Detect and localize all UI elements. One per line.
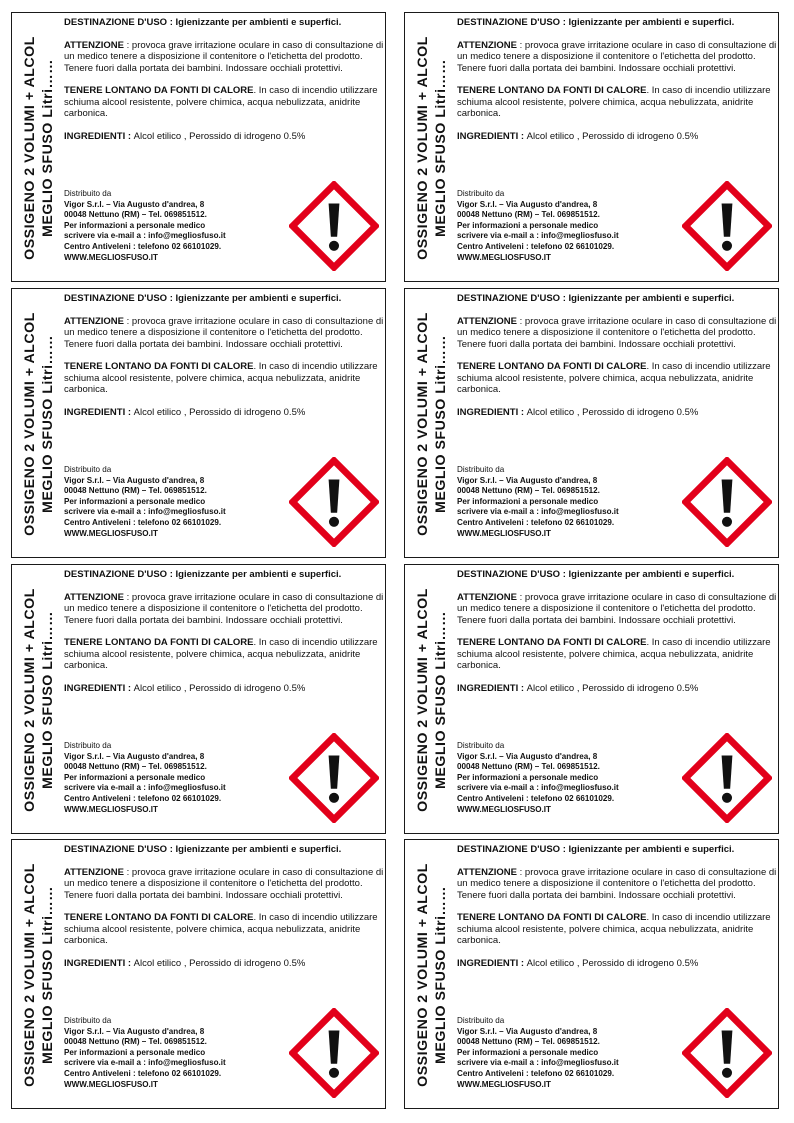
distributed-by: Distribuito da — [457, 189, 505, 198]
ingredients-paragraph — [457, 131, 777, 143]
use-heading: DESTINAZIONE D'USO : — [64, 569, 176, 580]
use-text: Igienizzante per ambienti e superfici. — [568, 293, 735, 304]
warning-heading: ATTENZIONE — [64, 39, 124, 51]
distributor-block — [457, 189, 677, 263]
use-paragraph — [457, 17, 777, 29]
product-label-8 — [404, 839, 779, 1109]
ingredients-text: Alcol etilico , Perossido di idrogeno 0.5% — [133, 130, 306, 142]
use-text: Igienizzante per ambienti e superfici. — [568, 17, 735, 28]
poison-center-line: Centro Antiveleni : telefono 02 66101029. — [457, 793, 615, 803]
use-text: Igienizzante per ambienti e superfici. — [568, 569, 735, 580]
product-label-7 — [11, 839, 386, 1109]
warning-paragraph — [64, 867, 384, 902]
address-line: 00048 Nettuno (RM) – Tel. 069851512. — [457, 210, 600, 220]
medical-info-line: Per informazioni a personale medico — [457, 772, 599, 782]
heat-text: . In caso di incendio utilizzare schiuma alcool resistente, polvere chimica, acqua nebulizzata, anidrite carbonica. — [64, 361, 378, 395]
company-line: Vigor S.r.l. – Via Augusto d'andrea, 8 — [457, 1026, 598, 1036]
ingredients-text: Alcol etilico , Perossido di idrogeno 0.5% — [133, 682, 306, 694]
side-title-line2: MEGLIO SFUSO Litri…… — [40, 335, 56, 513]
heat-text: . In caso di incendio utilizzare schiuma alcool resistente, polvere chimica, acqua nebulizzata, anidrite carbonica. — [64, 637, 378, 671]
heat-heading: TENERE LONTANO DA FONTI DI CALORE — [457, 637, 647, 648]
website-line: WWW.MEGLIOSFUSO.IT — [64, 804, 158, 814]
distributor-block — [64, 1016, 284, 1090]
use-heading: DESTINAZIONE D'USO : — [457, 844, 569, 855]
side-title — [16, 293, 62, 555]
address-line: 00048 Nettuno (RM) – Tel. 069851512. — [457, 1037, 600, 1047]
heat-text: . In caso di incendio utilizzare schiuma alcool resistente, polvere chimica, acqua nebulizzata, anidrite carbonica. — [457, 361, 771, 395]
warning-heading: ATTENZIONE — [457, 591, 517, 603]
email-line: scrivere via e-mail a : info@megliosfuso.it — [64, 783, 226, 793]
side-title — [409, 293, 455, 555]
use-text: Igienizzante per ambienti e superfici. — [175, 569, 342, 580]
medical-info-line: Per informazioni a personale medico — [64, 496, 206, 506]
heat-text: . In caso di incendio utilizzare schiuma alcool resistente, polvere chimica, acqua nebulizzata, anidrite carbonica. — [457, 85, 771, 119]
email-line: scrivere via e-mail a : info@megliosfuso.it — [64, 231, 226, 241]
use-heading: DESTINAZIONE D'USO : — [457, 569, 569, 580]
warning-paragraph — [457, 316, 777, 351]
email-line: scrivere via e-mail a : info@megliosfuso.it — [457, 1058, 619, 1068]
side-title-line1: OSSIGENO 2 VOLUMI + ALCOL — [415, 312, 431, 536]
label-body — [64, 844, 384, 980]
heat-paragraph — [457, 85, 777, 120]
warning-text: : provoca grave irritazione oculare in caso di consultazione di un medico tenere a disposizione il contenitore o l'etichetta del prodotto. Tenere fuori dalla portata dei bambini. Indossare occhiali protettivi. — [457, 866, 777, 901]
company-line: Vigor S.r.l. – Via Augusto d'andrea, 8 — [457, 199, 598, 209]
warning-heading: ATTENZIONE — [64, 591, 124, 603]
product-label-3 — [11, 288, 386, 558]
ingredients-paragraph — [457, 683, 777, 695]
heat-paragraph — [64, 912, 384, 947]
ingredients-text: Alcol etilico , Perossido di idrogeno 0.5% — [526, 130, 699, 142]
label-body — [64, 293, 384, 429]
ingredients-text: Alcol etilico , Perossido di idrogeno 0.5% — [526, 957, 699, 969]
ghs-exclamation-icon — [289, 733, 379, 823]
warning-text: : provoca grave irritazione oculare in caso di consultazione di un medico tenere a disposizione il contenitore o l'etichetta del prodotto. Tenere fuori dalla portata dei bambini. Indossare occhiali protettivi. — [64, 591, 384, 626]
ingredients-heading: INGREDIENTI : — [457, 957, 527, 969]
label-body — [64, 569, 384, 705]
use-heading: DESTINAZIONE D'USO : — [64, 293, 176, 304]
side-title-line2: MEGLIO SFUSO Litri…… — [40, 59, 56, 237]
ingredients-heading: INGREDIENTI : — [64, 130, 134, 142]
product-label-1 — [11, 12, 386, 282]
label-body — [457, 569, 777, 705]
ingredients-text: Alcol etilico , Perossido di idrogeno 0.5% — [133, 957, 306, 969]
warning-heading: ATTENZIONE — [457, 39, 517, 51]
warning-paragraph — [457, 867, 777, 902]
side-title-line1: OSSIGENO 2 VOLUMI + ALCOL — [22, 36, 38, 260]
side-title — [409, 569, 455, 831]
ingredients-text: Alcol etilico , Perossido di idrogeno 0.5% — [526, 682, 699, 694]
distributor-block — [457, 465, 677, 539]
warning-text: : provoca grave irritazione oculare in caso di consultazione di un medico tenere a disposizione il contenitore o l'etichetta del prodotto. Tenere fuori dalla portata dei bambini. Indossare occhiali protettivi. — [64, 315, 384, 350]
address-line: 00048 Nettuno (RM) – Tel. 069851512. — [64, 1037, 207, 1047]
ghs-exclamation-icon — [682, 1008, 772, 1098]
heat-paragraph — [457, 361, 777, 396]
product-label-6 — [404, 564, 779, 834]
warning-heading: ATTENZIONE — [64, 315, 124, 327]
use-paragraph — [64, 569, 384, 581]
ingredients-heading: INGREDIENTI : — [64, 682, 134, 694]
heat-paragraph — [64, 637, 384, 672]
heat-paragraph — [64, 85, 384, 120]
ingredients-paragraph — [457, 407, 777, 419]
warning-text: : provoca grave irritazione oculare in caso di consultazione di un medico tenere a disposizione il contenitore o l'etichetta del prodotto. Tenere fuori dalla portata dei bambini. Indossare occhiali protettivi. — [457, 315, 777, 350]
website-line: WWW.MEGLIOSFUSO.IT — [64, 1079, 158, 1089]
ingredients-paragraph — [64, 683, 384, 695]
warning-paragraph — [64, 592, 384, 627]
website-line: WWW.MEGLIOSFUSO.IT — [457, 1079, 551, 1089]
use-paragraph — [457, 844, 777, 856]
heat-text: . In caso di incendio utilizzare schiuma alcool resistente, polvere chimica, acqua nebulizzata, anidrite carbonica. — [64, 912, 378, 946]
poison-center-line: Centro Antiveleni : telefono 02 66101029. — [457, 241, 615, 251]
poison-center-line: Centro Antiveleni : telefono 02 66101029. — [64, 241, 222, 251]
distributed-by: Distribuito da — [64, 741, 112, 750]
ghs-exclamation-icon — [682, 733, 772, 823]
heat-paragraph — [64, 361, 384, 396]
warning-heading: ATTENZIONE — [457, 315, 517, 327]
ingredients-heading: INGREDIENTI : — [457, 406, 527, 418]
poison-center-line: Centro Antiveleni : telefono 02 66101029. — [64, 793, 222, 803]
medical-info-line: Per informazioni a personale medico — [64, 220, 206, 230]
ghs-exclamation-icon — [682, 457, 772, 547]
use-text: Igienizzante per ambienti e superfici. — [568, 844, 735, 855]
poison-center-line: Centro Antiveleni : telefono 02 66101029. — [457, 517, 615, 527]
side-title-line1: OSSIGENO 2 VOLUMI + ALCOL — [22, 312, 38, 536]
use-paragraph — [457, 569, 777, 581]
address-line: 00048 Nettuno (RM) – Tel. 069851512. — [457, 486, 600, 496]
product-label-5 — [11, 564, 386, 834]
poison-center-line: Centro Antiveleni : telefono 02 66101029. — [457, 1068, 615, 1078]
email-line: scrivere via e-mail a : info@megliosfuso.it — [64, 507, 226, 517]
distributed-by: Distribuito da — [64, 465, 112, 474]
ingredients-heading: INGREDIENTI : — [457, 682, 527, 694]
company-line: Vigor S.r.l. – Via Augusto d'andrea, 8 — [64, 475, 205, 485]
warning-text: : provoca grave irritazione oculare in caso di consultazione di un medico tenere a disposizione il contenitore o l'etichetta del prodotto. Tenere fuori dalla portata dei bambini. Indossare occhiali protettivi. — [457, 591, 777, 626]
distributed-by: Distribuito da — [64, 189, 112, 198]
heat-text: . In caso di incendio utilizzare schiuma alcool resistente, polvere chimica, acqua nebulizzata, anidrite carbonica. — [64, 85, 378, 119]
heat-paragraph — [457, 912, 777, 947]
side-title — [16, 569, 62, 831]
website-line: WWW.MEGLIOSFUSO.IT — [457, 804, 551, 814]
label-body — [457, 17, 777, 153]
label-body — [457, 844, 777, 980]
side-title-line1: OSSIGENO 2 VOLUMI + ALCOL — [22, 588, 38, 812]
use-heading: DESTINAZIONE D'USO : — [64, 17, 176, 28]
distributed-by: Distribuito da — [457, 1016, 505, 1025]
side-title-line1: OSSIGENO 2 VOLUMI + ALCOL — [22, 863, 38, 1087]
side-title-line1: OSSIGENO 2 VOLUMI + ALCOL — [415, 588, 431, 812]
distributed-by: Distribuito da — [457, 741, 505, 750]
product-label-2 — [404, 12, 779, 282]
ghs-exclamation-icon — [682, 181, 772, 271]
heat-heading: TENERE LONTANO DA FONTI DI CALORE — [64, 637, 254, 648]
warning-text: : provoca grave irritazione oculare in caso di consultazione di un medico tenere a disposizione il contenitore o l'etichetta del prodotto. Tenere fuori dalla portata dei bambini. Indossare occhiali protettivi. — [64, 39, 384, 74]
email-line: scrivere via e-mail a : info@megliosfuso.it — [64, 1058, 226, 1068]
distributor-block — [64, 465, 284, 539]
distributor-block — [64, 741, 284, 815]
company-line: Vigor S.r.l. – Via Augusto d'andrea, 8 — [64, 199, 205, 209]
use-paragraph — [64, 17, 384, 29]
warning-paragraph — [457, 592, 777, 627]
medical-info-line: Per informazioni a personale medico — [64, 1047, 206, 1057]
label-body — [457, 293, 777, 429]
side-title-line2: MEGLIO SFUSO Litri…… — [433, 886, 449, 1064]
label-body — [64, 17, 384, 153]
use-paragraph — [64, 293, 384, 305]
use-heading: DESTINAZIONE D'USO : — [64, 844, 176, 855]
side-title-line1: OSSIGENO 2 VOLUMI + ALCOL — [415, 863, 431, 1087]
distributed-by: Distribuito da — [64, 1016, 112, 1025]
side-title-line2: MEGLIO SFUSO Litri…… — [433, 335, 449, 513]
ingredients-heading: INGREDIENTI : — [64, 957, 134, 969]
warning-heading: ATTENZIONE — [457, 866, 517, 878]
use-paragraph — [457, 293, 777, 305]
heat-heading: TENERE LONTANO DA FONTI DI CALORE — [457, 361, 647, 372]
company-line: Vigor S.r.l. – Via Augusto d'andrea, 8 — [457, 751, 598, 761]
ingredients-text: Alcol etilico , Perossido di idrogeno 0.5% — [133, 406, 306, 418]
company-line: Vigor S.r.l. – Via Augusto d'andrea, 8 — [457, 475, 598, 485]
side-title — [409, 844, 455, 1106]
warning-paragraph — [64, 316, 384, 351]
address-line: 00048 Nettuno (RM) – Tel. 069851512. — [64, 210, 207, 220]
side-title-line1: OSSIGENO 2 VOLUMI + ALCOL — [415, 36, 431, 260]
email-line: scrivere via e-mail a : info@megliosfuso.it — [457, 507, 619, 517]
product-label-4 — [404, 288, 779, 558]
heat-heading: TENERE LONTANO DA FONTI DI CALORE — [64, 912, 254, 923]
use-text: Igienizzante per ambienti e superfici. — [175, 293, 342, 304]
side-title — [409, 17, 455, 279]
distributor-block — [457, 741, 677, 815]
ghs-exclamation-icon — [289, 1008, 379, 1098]
medical-info-line: Per informazioni a personale medico — [457, 496, 599, 506]
warning-text: : provoca grave irritazione oculare in caso di consultazione di un medico tenere a disposizione il contenitore o l'etichetta del prodotto. Tenere fuori dalla portata dei bambini. Indossare occhiali protettivi. — [64, 866, 384, 901]
heat-heading: TENERE LONTANO DA FONTI DI CALORE — [457, 912, 647, 923]
ghs-exclamation-icon — [289, 181, 379, 271]
heat-heading: TENERE LONTANO DA FONTI DI CALORE — [64, 85, 254, 96]
heat-heading: TENERE LONTANO DA FONTI DI CALORE — [64, 361, 254, 372]
side-title-line2: MEGLIO SFUSO Litri…… — [40, 886, 56, 1064]
company-line: Vigor S.r.l. – Via Augusto d'andrea, 8 — [64, 751, 205, 761]
email-line: scrivere via e-mail a : info@megliosfuso.it — [457, 231, 619, 241]
side-title — [16, 844, 62, 1106]
address-line: 00048 Nettuno (RM) – Tel. 069851512. — [64, 762, 207, 772]
use-text: Igienizzante per ambienti e superfici. — [175, 17, 342, 28]
address-line: 00048 Nettuno (RM) – Tel. 069851512. — [64, 486, 207, 496]
use-text: Igienizzante per ambienti e superfici. — [175, 844, 342, 855]
heat-text: . In caso di incendio utilizzare schiuma alcool resistente, polvere chimica, acqua nebulizzata, anidrite carbonica. — [457, 912, 771, 946]
ingredients-heading: INGREDIENTI : — [457, 130, 527, 142]
use-heading: DESTINAZIONE D'USO : — [457, 17, 569, 28]
website-line: WWW.MEGLIOSFUSO.IT — [457, 528, 551, 538]
warning-paragraph — [457, 40, 777, 75]
distributor-block — [457, 1016, 677, 1090]
website-line: WWW.MEGLIOSFUSO.IT — [64, 252, 158, 262]
ingredients-heading: INGREDIENTI : — [64, 406, 134, 418]
heat-paragraph — [457, 637, 777, 672]
website-line: WWW.MEGLIOSFUSO.IT — [457, 252, 551, 262]
distributor-block — [64, 189, 284, 263]
company-line: Vigor S.r.l. – Via Augusto d'andrea, 8 — [64, 1026, 205, 1036]
heat-heading: TENERE LONTANO DA FONTI DI CALORE — [457, 85, 647, 96]
warning-paragraph — [64, 40, 384, 75]
ingredients-paragraph — [64, 958, 384, 970]
poison-center-line: Centro Antiveleni : telefono 02 66101029. — [64, 517, 222, 527]
ingredients-text: Alcol etilico , Perossido di idrogeno 0.5% — [526, 406, 699, 418]
address-line: 00048 Nettuno (RM) – Tel. 069851512. — [457, 762, 600, 772]
ghs-exclamation-icon — [289, 457, 379, 547]
side-title-line2: MEGLIO SFUSO Litri…… — [40, 611, 56, 789]
warning-text: : provoca grave irritazione oculare in caso di consultazione di un medico tenere a disposizione il contenitore o l'etichetta del prodotto. Tenere fuori dalla portata dei bambini. Indossare occhiali protettivi. — [457, 39, 777, 74]
medical-info-line: Per informazioni a personale medico — [457, 220, 599, 230]
distributed-by: Distribuito da — [457, 465, 505, 474]
use-heading: DESTINAZIONE D'USO : — [457, 293, 569, 304]
medical-info-line: Per informazioni a personale medico — [457, 1047, 599, 1057]
heat-text: . In caso di incendio utilizzare schiuma alcool resistente, polvere chimica, acqua nebulizzata, anidrite carbonica. — [457, 637, 771, 671]
poison-center-line: Centro Antiveleni : telefono 02 66101029. — [64, 1068, 222, 1078]
medical-info-line: Per informazioni a personale medico — [64, 772, 206, 782]
side-title — [16, 17, 62, 279]
side-title-line2: MEGLIO SFUSO Litri…… — [433, 59, 449, 237]
email-line: scrivere via e-mail a : info@megliosfuso.it — [457, 783, 619, 793]
ingredients-paragraph — [64, 407, 384, 419]
use-paragraph — [64, 844, 384, 856]
warning-heading: ATTENZIONE — [64, 866, 124, 878]
side-title-line2: MEGLIO SFUSO Litri…… — [433, 611, 449, 789]
ingredients-paragraph — [457, 958, 777, 970]
ingredients-paragraph — [64, 131, 384, 143]
website-line: WWW.MEGLIOSFUSO.IT — [64, 528, 158, 538]
